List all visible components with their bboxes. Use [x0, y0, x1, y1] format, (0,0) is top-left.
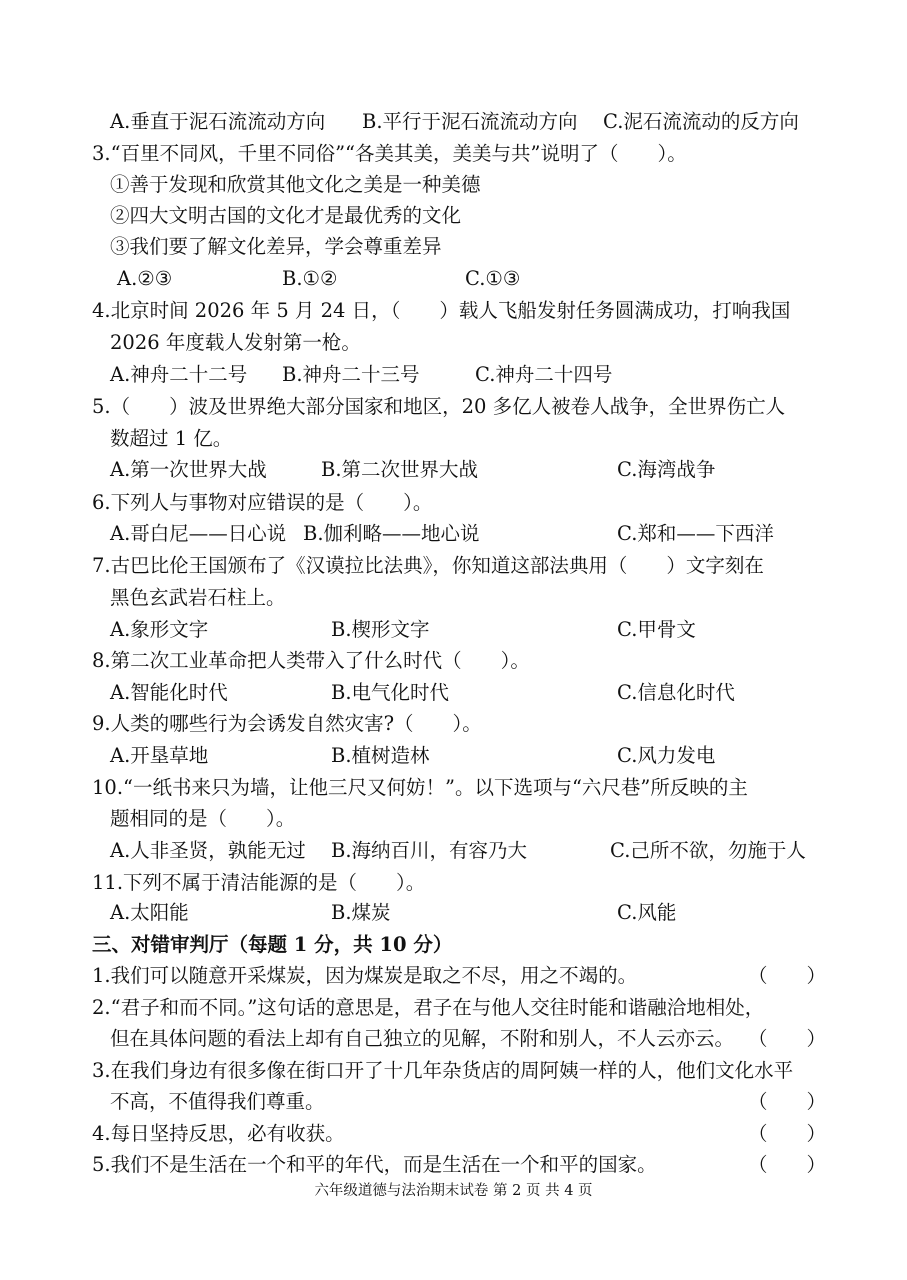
tf-item-1-answer-blank[interactable]: （ ） [748, 964, 827, 987]
q7-option-c: C.甲骨文 [617, 618, 696, 641]
q4-options-row [0, 360, 907, 390]
tf-item-2-text-2: 但在具体问题的看法上却有自己独立的见解，不附和别人，不人云亦云。 [110, 1027, 735, 1050]
tf-item-2-line-1 [0, 993, 907, 1023]
q10-option-a: A.人非圣贤，孰能无过 [110, 839, 306, 862]
q4-stem-line-1 [0, 296, 907, 326]
q3-statement-3-text: ③我们要了解文化差异，学会尊重差异 [110, 235, 442, 258]
tf-item-3-line-1 [0, 1056, 907, 1086]
q11-option-b: B.煤炭 [331, 901, 391, 924]
q7-stem-line-1 [0, 551, 907, 581]
q10-stem-1-text: 10.“一纸书来只为墙，让他三尺又何妨！”。以下选项与“六尺巷”所反映的主 [92, 776, 748, 799]
tf-item-4-text: 4.每日坚持反思，必有收获。 [92, 1122, 345, 1145]
q5-stem-line-2 [0, 424, 907, 454]
q3-option-a: A.②③ [117, 267, 173, 290]
tf-item-4-answer-blank[interactable]: （ ） [748, 1122, 827, 1145]
q6-option-c: C.郑和——下西洋 [617, 522, 774, 545]
tf-item-3-line-2 [0, 1087, 907, 1117]
q3-statement-2-text: ②四大文明古国的文化才是最优秀的文化 [110, 204, 462, 227]
q6-stem-text: 6.下列人与事物对应错误的是（ ）。 [92, 491, 433, 514]
tf-item-2-line-2 [0, 1024, 907, 1054]
q2-option-a: A.垂直于泥石流流动方向 [110, 110, 326, 133]
q3-option-b: B.①② [282, 267, 338, 290]
section-3-title: 三、对错审判厅（每题 1 分，共 10 分） [92, 933, 453, 956]
q11-stem-text: 11.下列不属于清洁能源的是（ ）。 [92, 871, 426, 894]
q2-option-c: C.泥石流流动的反方向 [603, 110, 799, 133]
tf-item-1-text: 1.我们可以随意开采煤炭，因为煤炭是取之不尽，用之不竭的。 [92, 964, 638, 987]
q7-stem-line-2 [0, 583, 907, 613]
q5-option-c: C.海湾战争 [617, 458, 716, 481]
q11-option-c: C.风能 [617, 901, 677, 924]
q7-stem-2-text: 黑色玄武岩石柱上。 [110, 586, 286, 609]
q11-option-a: A.太阳能 [110, 901, 189, 924]
q8-options-row [0, 678, 907, 708]
page-footer: 六年级道德与法治期末试卷 第 2 页 共 4 页 [314, 1183, 593, 1199]
q7-option-a: A.象形文字 [110, 618, 209, 641]
q3-option-c: C.①③ [465, 267, 521, 290]
q8-stem-text: 8.第二次工业革命把人类带入了什么时代（ ）。 [92, 649, 530, 672]
q4-stem-1-text: 4.北京时间 2026 年 5 月 24 日，（ ）载人飞船发射任务圆满成功，打响我国 [92, 299, 791, 322]
q10-stem-line-1 [0, 773, 907, 803]
q9-options-row [0, 741, 907, 771]
q11-stem [0, 868, 907, 898]
q3-statement-1-text: ①善于发现和欣赏其他文化之美是一种美德 [110, 173, 481, 196]
q9-stem [0, 709, 907, 739]
q5-stem-line-1 [0, 392, 907, 422]
q6-options-row [0, 519, 907, 549]
tf-item-1 [0, 961, 907, 991]
q3-stem-text: 3.“百里不同风，千里不同俗”“各美其美，美美与共”说明了（ ）。 [92, 142, 687, 165]
q2-option-b: B.平行于泥石流流动方向 [362, 110, 578, 133]
q9-stem-text: 9.人类的哪些行为会诱发自然灾害?（ ）。 [92, 712, 482, 735]
q11-options-row [0, 898, 907, 928]
q10-stem-line-2 [0, 804, 907, 834]
q6-option-a: A.哥白尼——日心说 [110, 522, 287, 545]
q3-statement-3 [0, 232, 907, 262]
tf-item-5-text: 5.我们不是生活在一个和平的年代，而是生活在一个和平的国家。 [92, 1153, 657, 1176]
tf-item-3-answer-blank[interactable]: （ ） [748, 1090, 827, 1113]
q10-option-b: B.海纳百川，有容乃大 [331, 839, 528, 862]
q8-option-a: A.智能化时代 [110, 681, 228, 704]
q9-option-c: C.风力发电 [617, 744, 716, 767]
q3-statement-2 [0, 201, 907, 231]
q8-option-c: C.信息化时代 [617, 681, 735, 704]
tf-item-5 [0, 1150, 907, 1180]
q4-stem-line-2 [0, 328, 907, 358]
q10-stem-2-text: 题相同的是（ ）。 [110, 807, 296, 830]
q8-option-b: B.电气化时代 [331, 681, 450, 704]
section-3-heading [0, 930, 907, 960]
q5-options-row [0, 455, 907, 485]
q4-option-b: B.神舟二十三号 [282, 363, 420, 386]
q3-stem [0, 139, 907, 169]
q5-option-b: B.第二次世界大战 [321, 458, 479, 481]
q2-options-row [0, 107, 907, 137]
q10-option-c: C.己所不欲，勿施于人 [610, 839, 806, 862]
q3-options-row [0, 264, 907, 294]
q6-stem [0, 488, 907, 518]
q9-option-a: A.开垦草地 [110, 744, 209, 767]
tf-item-3-text-2: 不高，不值得我们尊重。 [110, 1090, 325, 1113]
tf-item-2-text-1: 2.“君子和而不同。”这句话的意思是，君子在与他人交往时能和谐融洽地相处， [92, 996, 765, 1019]
q6-option-b: B.伽利略——地心说 [303, 522, 480, 545]
q4-option-c: C.神舟二十四号 [475, 363, 613, 386]
tf-item-4 [0, 1119, 907, 1149]
q3-statement-1 [0, 170, 907, 200]
q10-options-row [0, 836, 907, 866]
q8-stem [0, 646, 907, 676]
tf-item-2-answer-blank[interactable]: （ ） [748, 1027, 827, 1050]
q9-option-b: B.植树造林 [331, 744, 430, 767]
q5-option-a: A.第一次世界大战 [110, 458, 267, 481]
tf-item-5-answer-blank[interactable]: （ ） [748, 1153, 827, 1176]
q5-stem-1-text: 5.（ ）波及世界绝大部分国家和地区，20 多亿人被卷人战争，全世界伤亡人 [92, 395, 786, 418]
tf-item-3-text-1: 3.在我们身边有很多像在街口开了十几年杂货店的周阿姨一样的人，他们文化水平 [92, 1059, 794, 1082]
q5-stem-2-text: 数超过 1 亿。 [110, 427, 233, 450]
q7-stem-1-text: 7.古巴比伦王国颁布了《汉谟拉比法典》，你知道这部法典用（ ）文字刻在 [92, 554, 764, 577]
q7-options-row [0, 615, 907, 645]
q7-option-b: B.楔形文字 [331, 618, 430, 641]
q4-option-a: A.神舟二十二号 [110, 363, 248, 386]
q4-stem-2-text: 2026 年度载人发射第一枪。 [110, 331, 361, 354]
